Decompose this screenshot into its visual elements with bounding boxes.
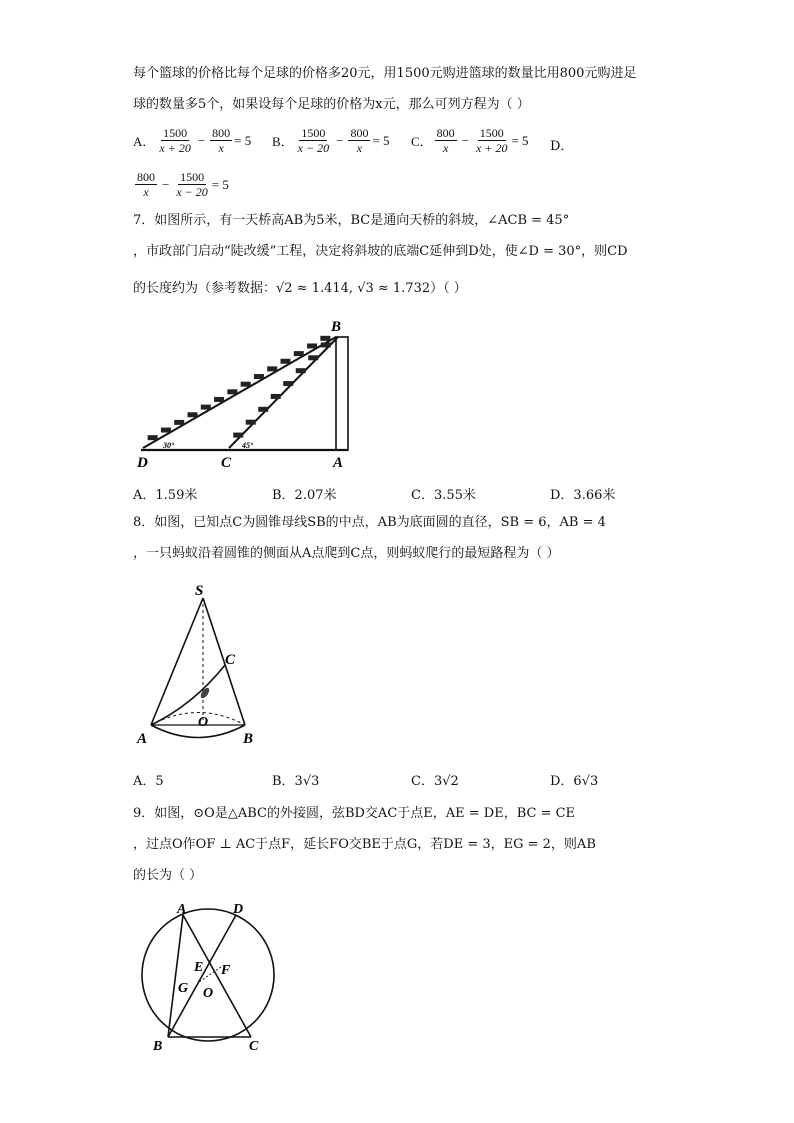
stair-step — [267, 366, 277, 371]
fraction: $\frac{800}{x}$ — [137, 170, 155, 199]
stair-step — [307, 343, 317, 348]
fraction: $\frac{1500}{x + 20}$ — [476, 126, 508, 155]
q7-stair-figure — [133, 315, 363, 470]
q7-text-line-3: 的长度约为（参考数据：√2 ≈ 1.414, √3 ≈ 1.732）（ ） — [133, 281, 467, 296]
label-c: C — [221, 455, 232, 470]
q7-option-c[interactable]: C．3.55米 — [411, 488, 476, 503]
label-o: O — [203, 986, 214, 1001]
label-g: G — [178, 981, 189, 996]
label-b: B — [153, 1039, 163, 1054]
q8-text-line-1: 8．如图，已知点C为圆锥母线SB的中点，AB为底面圆的直径，SB = 6，AB = 4 — [133, 515, 606, 530]
stair-step — [241, 382, 251, 387]
q6-option-d[interactable]: $\frac{800}{x}$ − $\frac{1500}{x - 20}$ = 5 — [137, 170, 229, 199]
stair-step — [201, 405, 211, 410]
stair-step — [321, 342, 331, 347]
q6-option-d-label[interactable]: D． — [550, 139, 574, 154]
label-b: B — [331, 319, 342, 335]
stair-step — [254, 374, 264, 379]
q7-option-b[interactable]: B．2.07米 — [272, 488, 337, 503]
q8-cone-figure — [133, 580, 273, 750]
stair-step — [271, 394, 281, 399]
q7-text-line-1: 7．如图所示，有一天桥高AB为5米，BC是通向天桥的斜坡，∠ACB = 45° — [133, 213, 570, 228]
fraction: $\frac{1500}{x - 20}$ — [176, 170, 208, 199]
stair-step — [308, 355, 318, 360]
q8-text-line-2: ，一只蚂蚁沿着圆锥的侧面从A点爬到C点，则蚂蚁爬行的最短路程为（ ） — [133, 546, 560, 561]
q9-text-line-1: 9．如图，⊙O是△ABC的外接圆，弦BD交AC于点E，AE = DE，BC = CE — [133, 806, 576, 821]
label-d: D — [137, 455, 148, 470]
label-a: A — [333, 455, 344, 470]
q9-text-line-2: ，过点O作OF ⊥ AC于点F，延长FO交BE于点G，若DE = 3，EG = 2，则AB — [133, 837, 596, 852]
q7-text-line-2: ，市政部门启动“陡改缓”工程，决定将斜坡的底端C延伸到D处，使∠D = 30°，则CD — [133, 244, 628, 259]
stair-step — [296, 368, 306, 373]
label-c: C — [249, 1039, 259, 1054]
label-d: D — [233, 902, 244, 917]
q6-option-a[interactable]: A． $\frac{1500}{x + 20}$ − $\frac{800}{x}$ = 5 — [133, 126, 252, 155]
label-a: A — [137, 731, 148, 747]
label-c: C — [225, 652, 236, 668]
stair-step — [227, 389, 237, 394]
fraction: $\frac{800}{x}$ — [436, 126, 455, 155]
stair-step — [188, 412, 198, 417]
stair-step — [161, 428, 171, 433]
q9-text-line-3: 的长为（ ） — [133, 868, 203, 883]
fraction: $\frac{1500}{x + 20}$ — [159, 126, 191, 155]
q6-option-c[interactable]: C． $\frac{800}{x}$ − $\frac{1500}{x + 20}$ = 5 — [411, 126, 529, 155]
label-e: E — [194, 960, 204, 975]
q6-text-line-1: 每个篮球的价格比每个足球的价格多20元，用1500元购进篮球的数量比用800元购进足 — [133, 66, 637, 81]
angle-d-label: 30° — [163, 441, 175, 450]
label-a: A — [177, 902, 187, 917]
stair-step — [148, 435, 158, 440]
q8-option-c[interactable]: C．3√2 — [411, 774, 459, 789]
q9-circle-figure — [133, 900, 283, 1060]
label-s: S — [195, 583, 204, 599]
q8-option-a[interactable]: A．5 — [133, 774, 164, 789]
q6-text-line-2: 球的数量多5个，如果设每个足球的价格为x元，那么可列方程为（ ） — [133, 97, 530, 112]
stair-step — [174, 420, 184, 425]
fraction: $\frac{1500}{x - 20}$ — [297, 126, 330, 155]
stair-step — [283, 381, 293, 386]
q8-option-d[interactable]: D．6√3 — [550, 774, 599, 789]
label-f: F — [221, 963, 231, 978]
stair-step — [294, 351, 304, 356]
fraction: $\frac{800}{x}$ — [212, 126, 231, 155]
stair-step — [320, 336, 330, 341]
q7-option-d[interactable]: D．3.66米 — [550, 488, 616, 503]
angle-c-label: 45° — [242, 441, 254, 450]
label-o: O — [198, 715, 209, 730]
fraction: $\frac{800}{x}$ — [350, 126, 369, 155]
q6-option-b[interactable]: B． $\frac{1500}{x - 20}$ − $\frac{800}{x}$ = 5 — [272, 126, 390, 155]
label-b: B — [243, 731, 254, 747]
q7-option-a[interactable]: A．1.59米 — [133, 488, 198, 503]
q8-option-b[interactable]: B．3√3 — [272, 774, 320, 789]
stair-step — [258, 407, 268, 412]
stair-step — [281, 359, 291, 364]
stair-step — [214, 397, 224, 402]
stair-step — [246, 420, 256, 425]
stair-step — [233, 433, 243, 438]
